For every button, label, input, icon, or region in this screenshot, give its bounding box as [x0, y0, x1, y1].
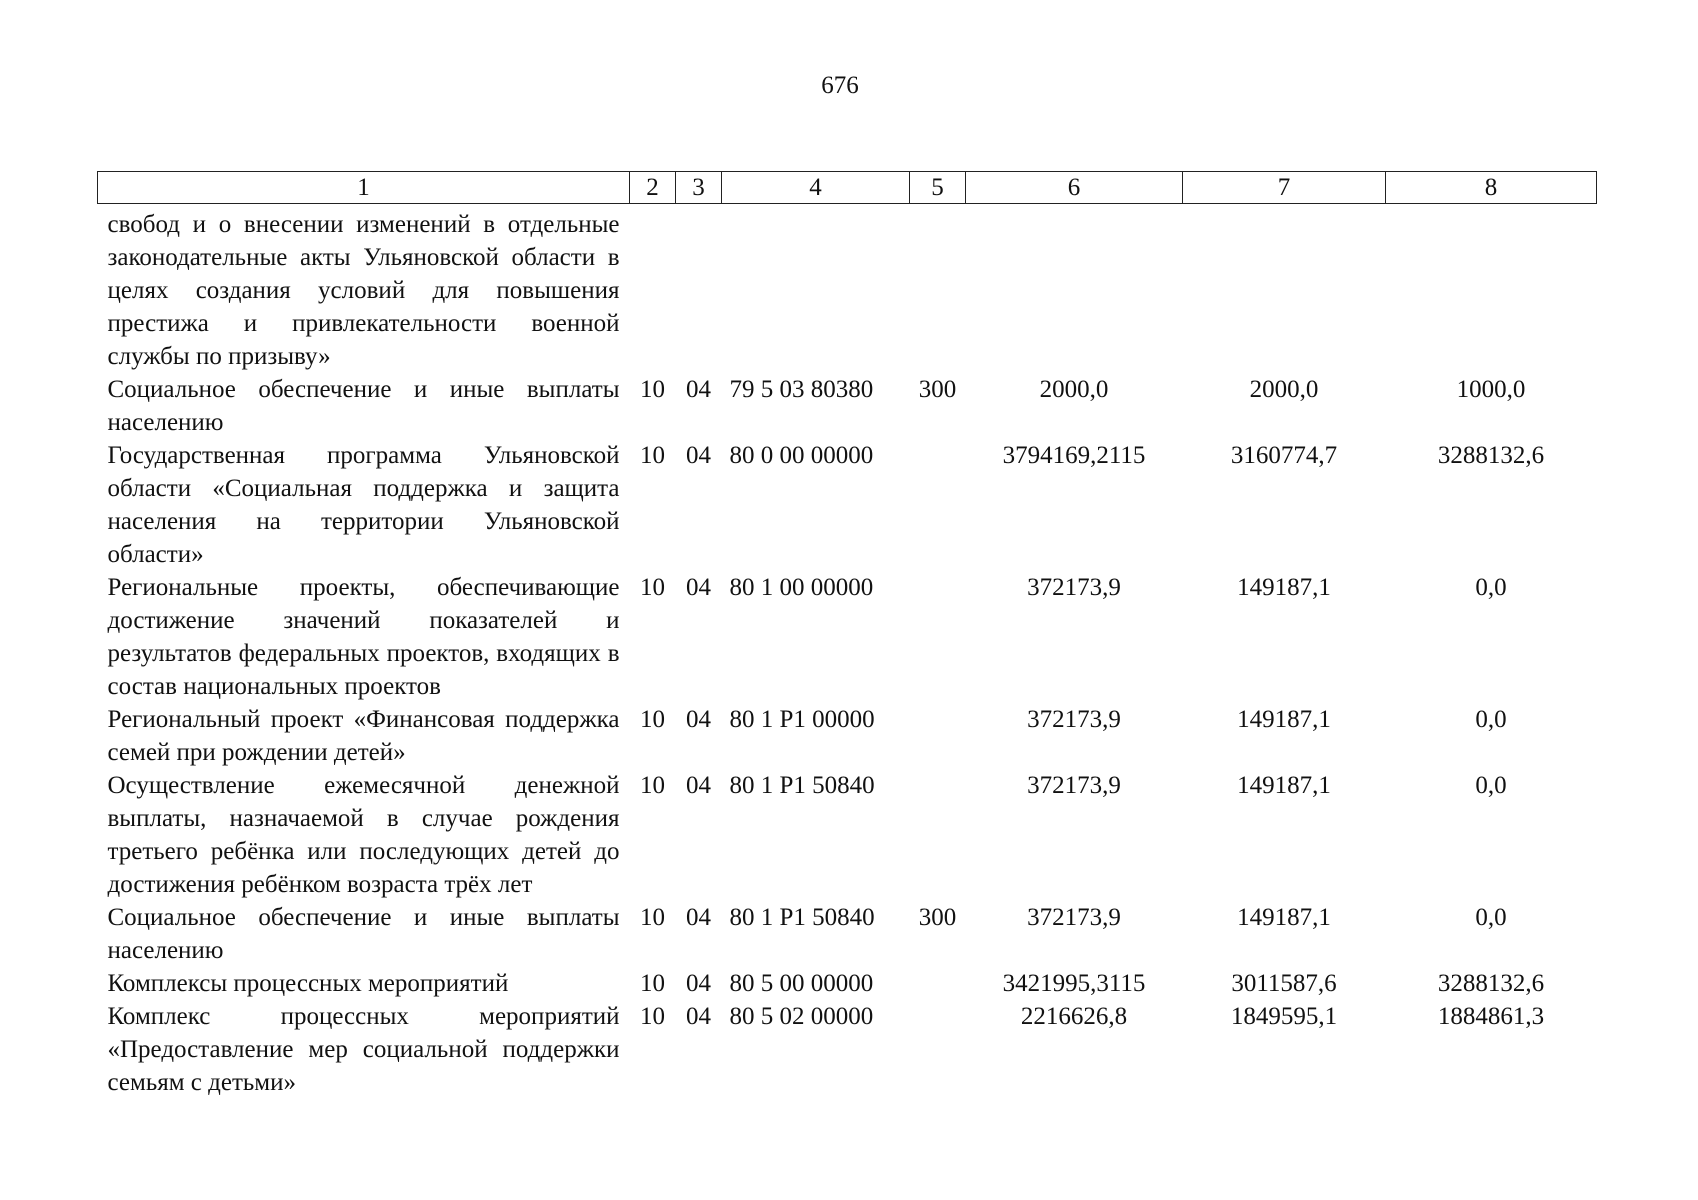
row-section-cell: 10 [640, 904, 665, 931]
row-name-cell: Комплексы процессных мероприятий [107, 970, 509, 997]
row-section-cell: 10 [640, 574, 665, 601]
row-expense-type-cell [910, 571, 966, 703]
row-expense-type-cell [910, 769, 966, 901]
row-amount-2-cell: 149187,1 [1237, 904, 1331, 931]
row-expense-type-cell [910, 967, 966, 1000]
row-amount-1-cell [966, 208, 1183, 373]
row-target-code-cell: 79 5 03 80380 [729, 376, 874, 403]
row-amount-3-cell: 0,0 [1475, 574, 1507, 601]
table-row [98, 1000, 1597, 1099]
row-expense-type-cell [910, 208, 966, 373]
row-amount-1-cell: 372173,9 [1027, 904, 1121, 931]
row-name-cell: свобод и о внесении изменений в отдельные законодательные акты Ульяновской области в целях создания условий для повышения престижа и привлекательности военной службы по призыву» [107, 211, 620, 370]
row-amount-3-cell [1386, 208, 1597, 373]
table-row [98, 373, 1597, 439]
row-expense-type-cell [910, 703, 966, 769]
row-amount-2-cell [1183, 208, 1386, 373]
table-row [98, 967, 1597, 1000]
row-amount-2-cell: 149187,1 [1237, 706, 1331, 733]
table-row [98, 439, 1597, 571]
column-header-2: 2 [630, 172, 676, 204]
row-amount-1-cell: 2216626,8 [1020, 1003, 1128, 1030]
row-name-cell: Социальное обеспечение и иные выплаты населению [107, 904, 620, 964]
row-target-code-cell: 80 1 P1 50840 [729, 904, 875, 931]
column-header-1: 1 [98, 172, 630, 204]
table-row [98, 703, 1597, 769]
row-amount-3-cell: 0,0 [1475, 706, 1507, 733]
column-header-8: 8 [1386, 172, 1597, 204]
row-amount-3-cell: 1884861,3 [1437, 1003, 1545, 1030]
row-amount-1-cell: 372173,9 [1027, 706, 1121, 733]
row-name-cell: Региональный проект «Финансовая поддержка семей при рождении детей» [107, 706, 620, 766]
row-expense-type-cell: 300 [918, 904, 957, 931]
column-header-6: 6 [966, 172, 1183, 204]
row-target-code-cell: 80 1 00 00000 [729, 574, 874, 601]
row-target-code-cell [722, 208, 910, 373]
row-amount-3-cell: 1000,0 [1456, 376, 1526, 403]
row-amount-1-cell: 372173,9 [1027, 772, 1121, 799]
row-name-cell: Социальное обеспечение и иные выплаты населению [107, 376, 620, 436]
row-subsection-cell: 04 [686, 376, 711, 403]
row-section-cell: 10 [640, 772, 665, 799]
row-subsection-cell: 04 [686, 772, 711, 799]
row-amount-1-cell: 3794169,2115 [1002, 442, 1146, 469]
row-amount-1-cell: 372173,9 [1027, 574, 1121, 601]
row-name-cell: Государственная программа Ульяновской области «Социальная поддержка и защита населения на территории Ульяновской области» [107, 442, 620, 568]
row-subsection-cell: 04 [686, 574, 711, 601]
row-amount-3-cell: 0,0 [1475, 904, 1507, 931]
row-target-code-cell: 80 1 P1 50840 [729, 772, 875, 799]
table-row [98, 901, 1597, 967]
row-subsection-cell: 04 [686, 970, 711, 997]
table-row [98, 571, 1597, 703]
row-subsection-cell: 04 [686, 442, 711, 469]
row-amount-2-cell: 149187,1 [1237, 772, 1331, 799]
row-section-cell: 10 [640, 706, 665, 733]
row-amount-1-cell: 3421995,3115 [1002, 970, 1146, 997]
table-body [98, 204, 1597, 1100]
row-subsection-cell: 04 [686, 904, 711, 931]
row-amount-2-cell: 149187,1 [1237, 574, 1331, 601]
row-target-code-cell: 80 1 P1 00000 [729, 706, 875, 733]
row-target-code-cell: 80 5 00 00000 [729, 970, 874, 997]
row-amount-2-cell: 3011587,6 [1231, 970, 1337, 997]
row-name-cell: Комплекс процессных мероприятий «Предоставление мер социальной поддержки семьям с детьми» [107, 1003, 620, 1096]
row-subsection-cell [676, 208, 722, 373]
row-name-cell: Региональные проекты, обеспечивающие достижение значений показателей и результатов федеральных проектов, входящих в состав национальных проектов [107, 574, 620, 700]
row-expense-type-cell [910, 439, 966, 571]
row-target-code-cell: 80 5 02 00000 [729, 1003, 874, 1030]
row-section-cell: 10 [640, 1003, 665, 1030]
column-header-7: 7 [1183, 172, 1386, 204]
row-amount-1-cell: 2000,0 [1039, 376, 1109, 403]
table-header [98, 172, 1597, 204]
table-row [98, 208, 1597, 373]
column-header-5: 5 [910, 172, 966, 204]
column-header-4: 4 [722, 172, 910, 204]
row-amount-2-cell: 2000,0 [1249, 376, 1319, 403]
row-section-cell: 10 [640, 442, 665, 469]
row-subsection-cell: 04 [686, 706, 711, 733]
row-subsection-cell: 04 [686, 1003, 711, 1030]
row-amount-3-cell: 0,0 [1475, 772, 1507, 799]
row-target-code-cell: 80 0 00 00000 [729, 442, 874, 469]
budget-table [97, 171, 1597, 1099]
row-amount-2-cell: 3160774,7 [1230, 442, 1338, 469]
column-header-3: 3 [676, 172, 722, 204]
row-amount-2-cell: 1849595,1 [1230, 1003, 1338, 1030]
page-number: 676 [821, 72, 859, 99]
table-row [98, 769, 1597, 901]
row-expense-type-cell: 300 [918, 376, 957, 403]
row-expense-type-cell [910, 1000, 966, 1099]
row-section-cell: 10 [640, 970, 665, 997]
row-section-cell [630, 208, 676, 373]
row-name-cell: Осуществление ежемесячной денежной выплаты, назначаемой в случае рождения третьего ребёнка или последующих детей до достижения ребёнком возраста трёх лет [107, 772, 620, 898]
row-section-cell: 10 [640, 376, 665, 403]
row-amount-3-cell: 3288132,6 [1437, 970, 1545, 997]
row-amount-3-cell: 3288132,6 [1437, 442, 1545, 469]
